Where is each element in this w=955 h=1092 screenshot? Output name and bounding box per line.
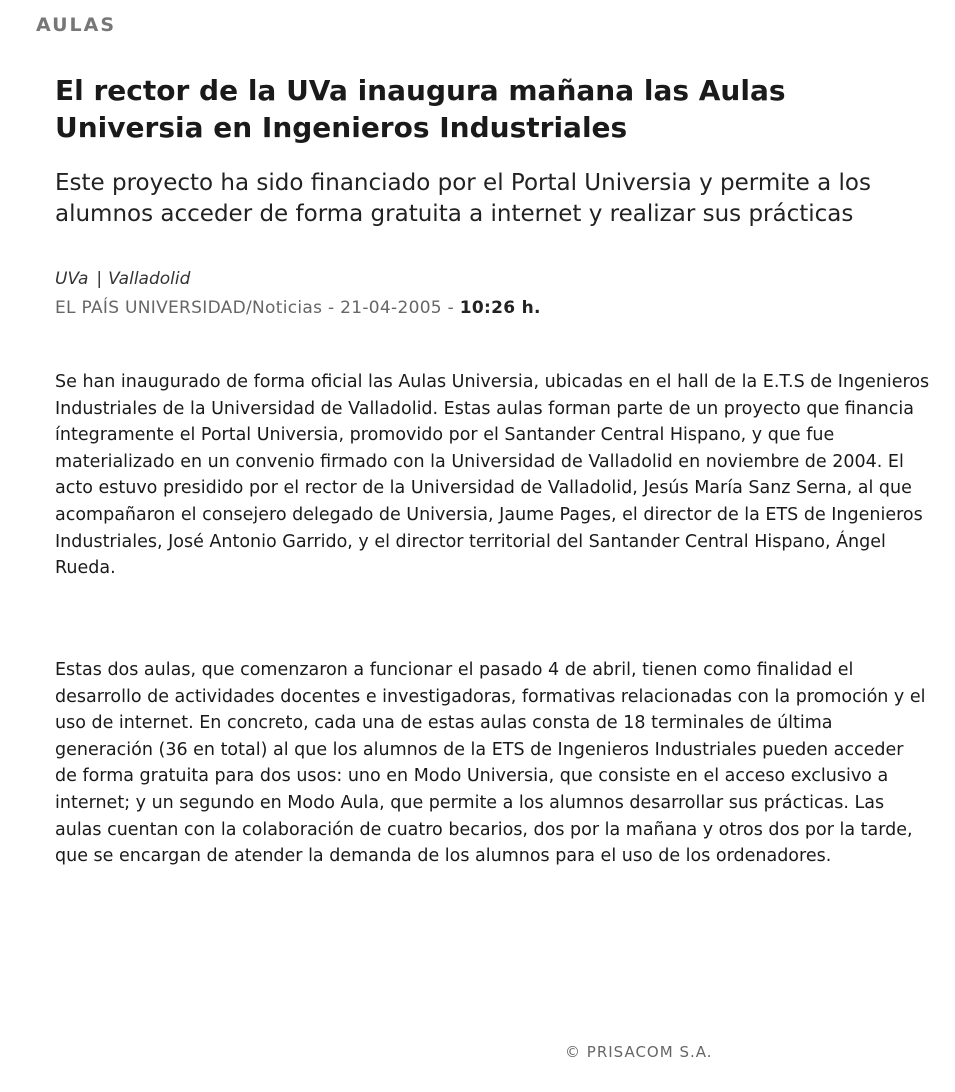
byline-separator: | [96, 269, 103, 289]
copyright-footer: © PRISACOM S.A. [565, 1043, 713, 1061]
dateline-separator-2: - [441, 298, 460, 318]
dateline-publication: EL PAÍS UNIVERSIDAD/Noticias [55, 298, 323, 318]
dateline-separator: - [322, 298, 341, 318]
dateline [55, 298, 541, 318]
headline: El rector de la UVa inaugura mañana las Aulas Universia en Ingenieros Industriales [55, 74, 786, 144]
dateline-time: 10:26 h. [459, 298, 541, 318]
section-label: AULAS [36, 14, 117, 36]
subtitle: Este proyecto ha sido financiado por el Portal Universia y permite a los alumnos acceder de forma gratuita a internet y realizar sus prácticas [55, 170, 871, 227]
byline [55, 269, 190, 289]
byline-location: Valladolid [108, 269, 191, 289]
byline-source: UVa [55, 269, 89, 289]
dateline-date: 21-04-2005 [340, 298, 442, 318]
body-paragraph: Estas dos aulas, que comenzaron a funcionar el pasado 4 de abril, tienen como finalidad el desarrollo de actividades docentes e investigadoras, formativas relacionadas con la promoción y el uso de internet. En concreto, cada una de estas aulas consta de 18 terminales de última generación (36 en total) al que los alumnos de la ETS de Ingenieros Industriales pueden acceder de forma gratuita para dos usos: uno en Modo Universia, que consiste en el acceso exclusivo a internet; y un segundo en Modo Aula, que permite a los alumnos desarrollar sus prácticas. Las aulas cuentan con la colaboración de cuatro becarios, dos por la mañana y otros dos por la tarde, que se encargan de atender la demanda de los alumnos para el uso de los ordenadores. [55, 660, 926, 867]
body-paragraph: Se han inaugurado de forma oficial las Aulas Universia, ubicadas en el hall de la E.T.S de Ingenieros Industriales de la Universidad de Valladolid. Estas aulas forman parte de un proyecto que financia íntegramente el Portal Universia, promovido por el Santander Central Hispano, y que fue materializado en un convenio firmado con la Universidad de Valladolid en noviembre de 2004. El acto estuvo presidido por el rector de la Universidad de Valladolid, Jesús María Sanz Serna, al que acompañaron el consejero delegado de Universia, Jaume Pages, el director de la ETS de Ingenieros Industriales, José Antonio Garrido, y el director territorial del Santander Central Hispano, Ángel Rueda. [55, 372, 930, 579]
